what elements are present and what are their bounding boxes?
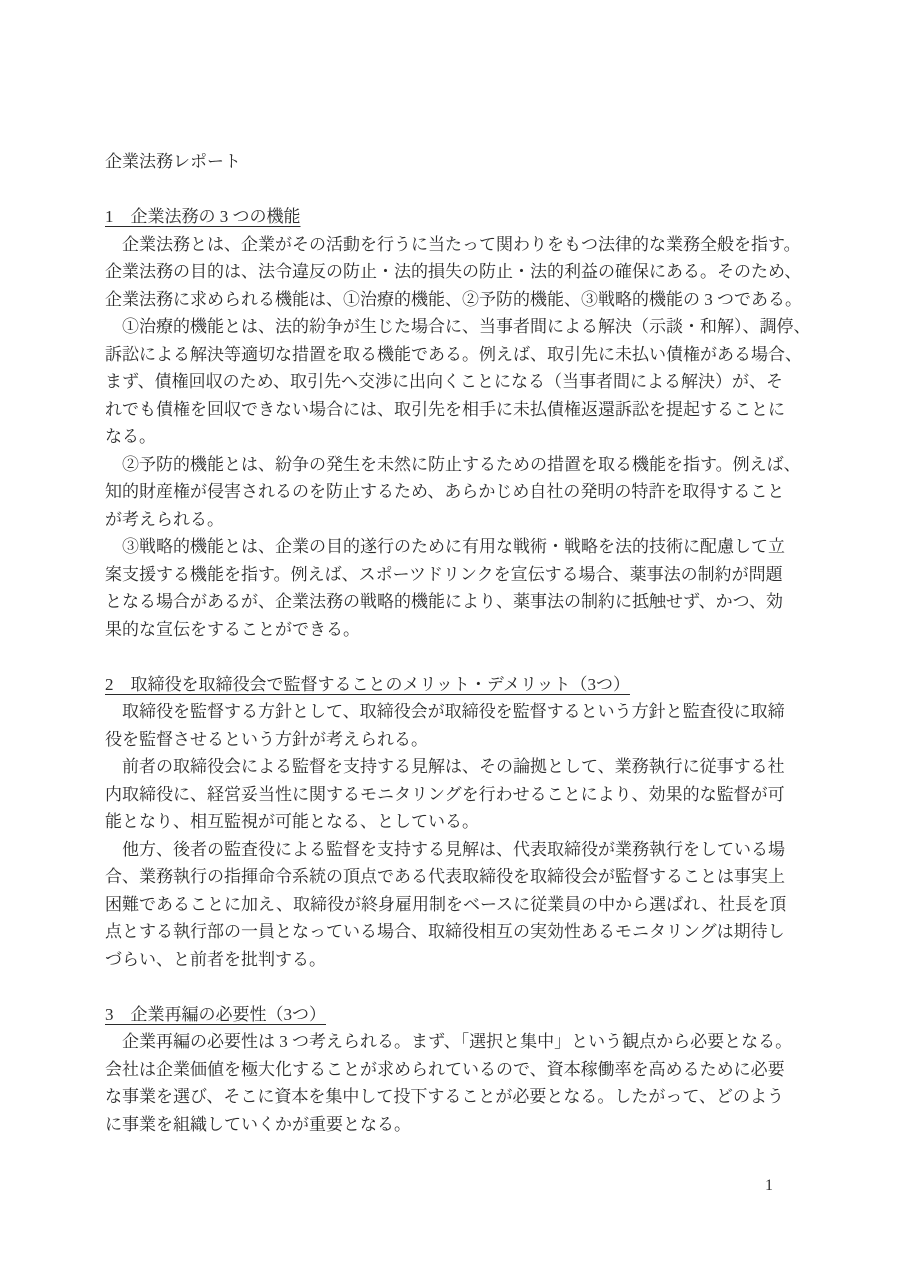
section-heading-text: 1 企業法務の 3 つの機能 [105, 207, 301, 226]
blank-line [105, 643, 815, 671]
body-line: 内取締役に、経営妥当性に関するモニタリングを行わせることにより、効果的な監督が可 [105, 784, 785, 804]
body-line: が考えられる。 [105, 509, 224, 529]
body-line: となる場合があるが、企業法務の戦略的機能により、薬事法の制約に抵触せず、かつ、効 [105, 592, 783, 611]
body-line: 点とする執行部の一員となっている場合、取締役相互の実効性あるモニタリングは期待し [105, 922, 785, 941]
body-line: 前者の取締役会による監督を支持する見解は、その論拠として、業務執行に従事する社 [105, 757, 785, 776]
body-line: に事業を組織していくかが重要となる。 [105, 1114, 411, 1134]
body-line: なる。 [105, 427, 156, 446]
body-line: 役を監督させるという方針が考えられる。 [105, 729, 428, 749]
blank-line [105, 176, 815, 204]
body-line: 会社は企業価値を極大化することが求められているので、資本稼働率を高めるために必要 [105, 1059, 785, 1079]
body-line: ③戦略的機能とは、企業の目的遂行のために有用な戦術・戦略を法的技術に配慮して立 [105, 537, 785, 556]
body-line: 他方、後者の監査役による監督を支持する見解は、代表取締役が業務執行をしている場 [105, 839, 785, 859]
body-line: 案支援する機能を指す。例えば、スポーツドリンクを宣伝する場合、薬事法の制約が問題 [105, 564, 783, 584]
body-line: 企業再編の必要性は 3 つ考えられる。まず、「選択と集中」という観点から必要となる。 [105, 1032, 793, 1051]
body-line: れでも債権を回収できない場合には、取引先を相手に未払債権返還訴訟を提起することに [105, 399, 785, 419]
body-line: な事業を選び、そこに資本を集中して投下することが必要となる。したがって、どのよう [105, 1087, 784, 1106]
body-line: づらい、と前者を批判する。 [105, 949, 326, 969]
body-line: 企業法務の目的は、法令違反の防止・法的損失の防止・法的利益の確保にある。そのため、 [105, 262, 802, 281]
body-line: 訴訟による解決等適切な措置を取る機能である。例えば、取引先に未払い債権がある場合、 [105, 344, 802, 364]
body-line: 取締役を監督する方針として、取締役会が取締役を監督するという方針と監査役に取締 [105, 702, 785, 721]
page-number: 1 [765, 1177, 773, 1194]
body-line: 困難であることに加え、取締役が終身雇用制をベースに従業員の中から選ばれ、社長を頂 [105, 894, 787, 914]
section-heading [105, 203, 815, 231]
section-heading-text: 3 企業再編の必要性（3つ） [105, 1004, 326, 1024]
section-heading [105, 1001, 815, 1029]
sections-container [105, 203, 815, 1138]
body-line: 能となり、相互監視が可能となる、としている。 [105, 812, 479, 831]
document-body [105, 148, 815, 1138]
body-line: ②予防的機能とは、紛争の発生を未然に防止するための措置を取る機能を指す。例えば、 [105, 454, 801, 474]
body-line: まず、債権回収のため、取引先へ交渉に出向くことになる（当事者間による解決）が、そ [105, 372, 783, 391]
body-line: 果的な宣伝をすることができる。 [105, 619, 360, 639]
blank-line [105, 973, 815, 1001]
body-line: 企業法務とは、企業がその活動を行うに当たって関わりをもつ法律的な業務全般を指す。 [105, 234, 801, 254]
body-line: 企業法務に求められる機能は、①治療的機能、②予防的機能、③戦略的機能の 3 つである。 [105, 289, 802, 309]
section-heading [105, 671, 815, 699]
body-line: 合、業務執行の指揮命令系統の頂点である代表取締役を取締役会が監督することは事実上 [105, 867, 785, 886]
body-line: ①治療的機能とは、法的紛争が生じた場合に、当事者間による解決（示談・和解）、調停、 [105, 317, 811, 336]
body-line: 知的財産権が侵害されるのを防止するため、あらかじめ自社の発明の特許を取得すること [105, 482, 785, 501]
document-title: 企業法務レポート [105, 152, 241, 171]
section-heading-text: 2 取締役を取締役会で監督することのメリット・デメリット（3つ） [105, 674, 630, 694]
